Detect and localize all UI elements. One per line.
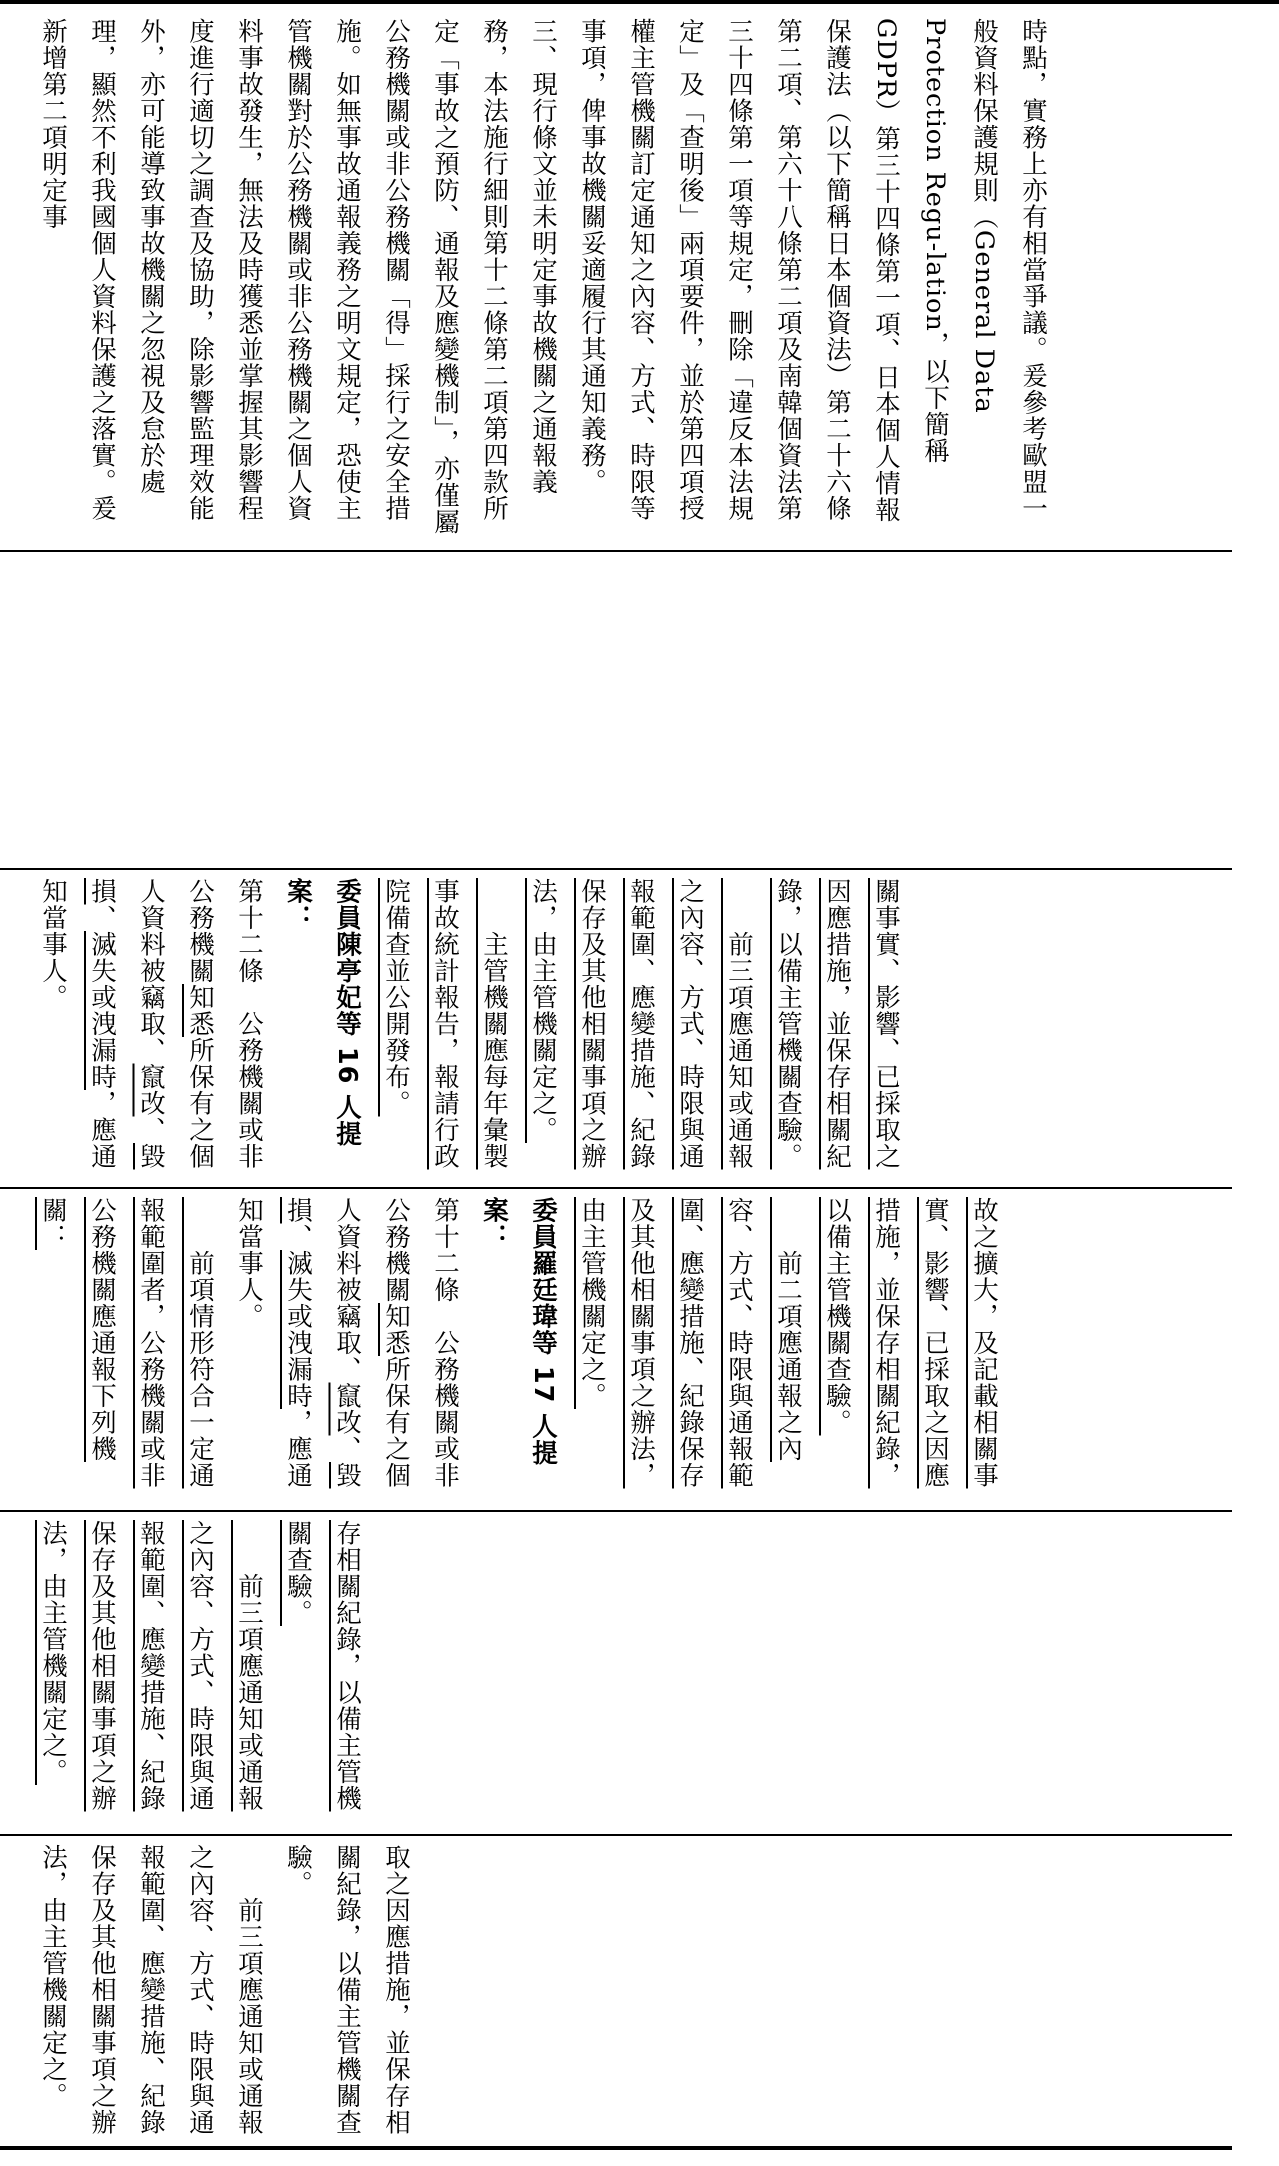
proposal-17-cell (28, 1197, 1232, 1503)
text-segment: 、 (87, 904, 117, 931)
row-divider-5 (0, 1834, 1232, 1836)
text-segment: 前三項應通知或通報之內容、方式、時限與通報範圍、應變措施、紀錄保存及其他相關事項之辦法，由主管機關定之。 (38, 1520, 264, 1812)
proposal-a-text (28, 1520, 371, 1826)
text-segment: 竄改 (332, 1382, 362, 1436)
text-segment: 所保有之個人資料被竊取、 (136, 878, 215, 1170)
bottom-rule (0, 2146, 1232, 2150)
text-segment: 前三項應通知或通報之內容、方式、時限與通報範圍、應變措施、紀錄保存及其他相關事項之辦法，由主管機關定之。 (38, 1844, 264, 2136)
text-segment: 前三項應通知或通報之內容、方式、時限與通報範圍、應變措施、紀錄保存及其他相關事項之辦法，由主管機關定之。 (528, 878, 754, 1170)
text-segment: 滅失或洩漏時 (87, 931, 117, 1090)
text-segment: 竄改 (136, 1063, 166, 1117)
text-segment: 毀損 (87, 878, 166, 1170)
text-segment: 第十二條 公務機關或非公務機關 (381, 1197, 460, 1489)
text-segment: 前二項應通報之內容、方式、時限與通報範圍、應變措施、紀錄保存及其他相關事項之辦法，由主管機關定之。 (577, 1197, 803, 1489)
empty-cell (28, 560, 1232, 860)
text-segment: 前項情形符合一定通報範圍者，公務機關或非公務機關應通報下列機關： (38, 1197, 215, 1489)
text-segment: 三、現行條文並未明定事故機關之通報義務，本法施行細則第十二條第二項第四款所定「事故之預防、通報及應變機制」，亦僅屬公務機關或非公務機關「得」採行之安全措施。如無事故通報義務之明文規定，恐使主管機關對於公務機關或非公務機關之個人資料事故發生，無法及時獲悉並掌握其影響程度進行適切之調查及協助，除影響監理效能外，亦可能導致事故機關之忽視及怠於處理，顯然不利我國個人資料保護之落實。爰新增第二項明定事 (38, 18, 558, 536)
top-rule (0, 0, 1279, 4)
proposal-a-cell (28, 1520, 1232, 1826)
text-segment: 、 (332, 1435, 362, 1462)
explanation-text (28, 18, 1057, 540)
proposal-16-text (28, 878, 910, 1180)
row-divider-3 (0, 1187, 1232, 1189)
reference-text (28, 1844, 420, 2140)
reference-cell (28, 1844, 1232, 2140)
text-segment: ，應通知當事人。 (234, 1197, 313, 1489)
text-segment: 委員陳亭妃等 16 人提案： (283, 878, 362, 1148)
text-segment: 、 (136, 1116, 166, 1143)
text-segment: ，應通知當事人。 (38, 878, 117, 1170)
proposal-17-text (28, 1197, 1008, 1503)
text-segment: 關事實、影響、已採取之因應措施，並保存相關紀錄，以備主管機關查驗。 (773, 878, 901, 1170)
text-segment: 毀損 (283, 1197, 362, 1489)
row-divider-4 (0, 1510, 1232, 1512)
text-segment: 故之擴大，及記載相關事實、影響、已採取之因應措施，並保存相關紀錄，以備主管機關查驗。 (822, 1197, 999, 1489)
text-segment: 時點，實務上亦有相當爭議。爰參考歐盟一般資料保護規則（General Data Protection Regu-lation，以下簡稱GDPR）第三十四條第一項、日本個人情報保護法（以下簡稱日本個資法）第二十六條第二項、第六十八條第二項及南韓個資法第三十四條第一項等規定，刪除「違反本法規定」及「查明後」兩項要件，並於第四項授權主管機關訂定通知之內容、方式、時限等事項，俾事故機關妥適履行其通知義務。 (577, 18, 1048, 524)
row-divider-2 (0, 868, 1232, 870)
text-segment: 主管機關應每年彙製事故統計報告，報請行政院備查並公開發布。 (381, 878, 509, 1170)
text-segment: 第十二條 公務機關或非公務機關 (185, 878, 264, 1170)
text-segment: 委員羅廷瑋等 17 人提案： (479, 1197, 558, 1467)
text-segment: 所保有之個人資料被竊取、 (332, 1197, 411, 1489)
proposal-16-cell (28, 878, 1232, 1180)
text-segment: 取之因應措施，並保存相關紀錄，以備主管機關查驗。 (283, 1844, 411, 2136)
row-divider-1 (0, 550, 1232, 552)
text-segment: 存相關紀錄，以備主管機關查驗。 (283, 1520, 362, 1812)
text-segment: 知悉 (185, 984, 215, 1037)
text-segment: 滅失或洩漏時 (283, 1250, 313, 1409)
explanation-cell (28, 18, 1232, 540)
text-segment: 、 (283, 1223, 313, 1250)
text-segment: 知悉 (381, 1303, 411, 1356)
